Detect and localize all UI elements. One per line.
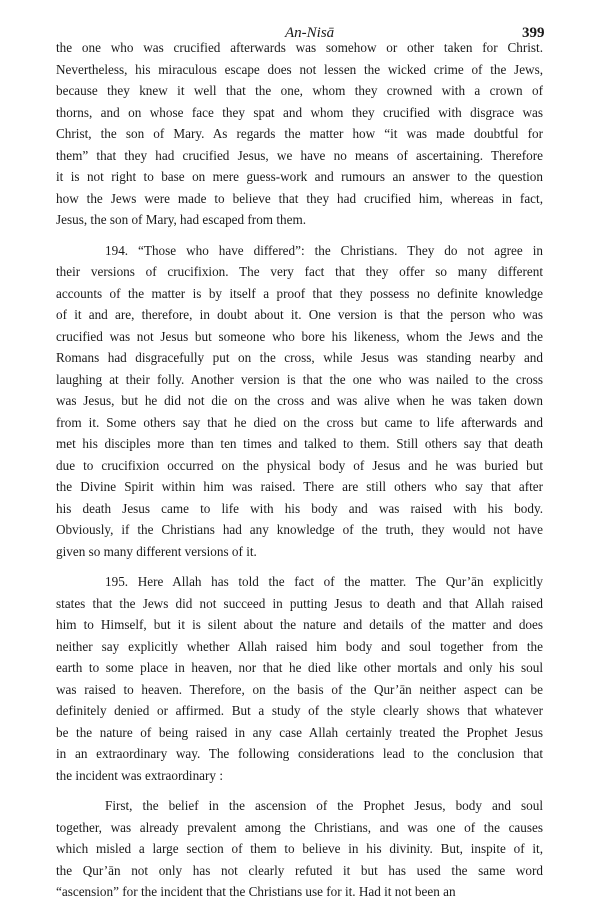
text-line: together, was already prevalent among the Christians, and was one of the causes [56,819,543,835]
text-line: definitely denied or affirmed. But a study of the style clearly shows that whatever [56,703,543,718]
text-line: Christ, the son of Mary. As regards the matter how “it was made doubtful for [56,126,543,141]
text-line: states that the Jews did not succeed in putting Jesus to death and that Allah raised [56,595,543,611]
text-line: given so many different versions of it. [56,543,257,559]
running-title: An-Nisā [285,25,335,41]
text-line: them” that they had crucified Jesus, we have no means of ascertaining. Therefore [56,147,543,163]
text-line: laughing at their folly. Another version is that the one who was nailed to the cross [56,371,543,387]
text-line: from it. Some others say that he died on the cross but came to life afterwards and [56,414,543,430]
text-line: “ascension” for the incident that the Christians use for it. Had it not been an [56,884,456,899]
text-line: because they knew it well that the one, whom they crowned with a crown of [56,83,543,98]
text-line: was raised to heaven. Therefore, on the basis of the Qur’ān neither aspect can be [56,681,543,697]
text-line: Obviously, if the Christians had any knowledge of the truth, they would not have [56,522,543,537]
text-line: accounts of the matter is by itself a proof that they possess no definite knowledge [56,285,543,301]
text-line: the one who was crucified afterwards was somehow or other taken for Christ. [56,40,543,55]
text-line: the incident was extraordinary : [56,767,223,783]
text-line: be the nature of being raised in any case Allah certainly treated the Prophet Jesus [56,724,543,740]
paragraph [56,240,543,563]
text-line: their versions of crucifixion. The very fact that they offer so many different [56,264,543,279]
text-line: how the Jews were made to believe that they had crucified him, whereas in fact, [56,190,543,206]
text-line: in an extraordinary way. The following considerations lead to the conclusion that [56,746,543,761]
text-line: it is not right to base on mere guess-work and rumours an answer to the question [56,169,543,184]
text-line: him to Himself, but it is silent about the nature and details of the matter and does [56,617,543,632]
text-line: of it and are, therefore, in doubt about it. One version is that the person who was [56,307,543,322]
text-line: earth to some place in heaven, nor that he died like other mortals and only his soul [56,660,543,675]
text-line: the Qur’ān not only has not clearly refuted it but has used the same word [56,862,543,878]
text-line: 194. “Those who have differed”: the Christians. They do not agree in [105,242,543,258]
text-line: neither say explicitly whether Allah raised him body and soul together from the [56,638,543,654]
text-line: thorns, and on whose face they spat and whom they crucified with disgrace was [56,104,543,120]
text-line: the Divine Spirit within him was raised. There are still others who say that after [56,479,543,494]
paragraph [56,571,543,786]
text-line: Jesus, the son of Mary, had escaped from them. [56,212,307,227]
text-line: which misled a large section of them to believe in his divinity. But, inspite of it, [56,841,543,856]
paragraph [56,795,543,903]
text-line: met his disciples more than ten times and talked to them. Still others say that death [56,436,543,451]
text-line: Romans had disgracefully put on the cross, while Jesus was standing nearby and [56,350,543,365]
text-line: 195. Here Allah has told the fact of the matter. The Qur’ān explicitly [105,574,543,589]
paragraph [56,37,543,231]
text-line: crucified was not Jesus but someone who bore his likeness, whom the Jews and the [56,328,543,344]
text-line: First, the belief in the ascension of the Prophet Jesus, body and soul [105,798,543,813]
page-body [56,37,543,903]
text-line: due to crucifixion occurred on the physical body of Jesus and he was buried but [56,457,543,473]
page-number: 399 [522,25,545,41]
text-line: Nevertheless, his miraculous escape does not lessen the wicked crime of the Jews, [56,61,543,77]
text-line: his death Jesus came to life with his body and was raised with his body. [56,500,543,516]
text-line: was Jesus, but he did not die on the cross and was alive when he was taken down [56,393,543,408]
